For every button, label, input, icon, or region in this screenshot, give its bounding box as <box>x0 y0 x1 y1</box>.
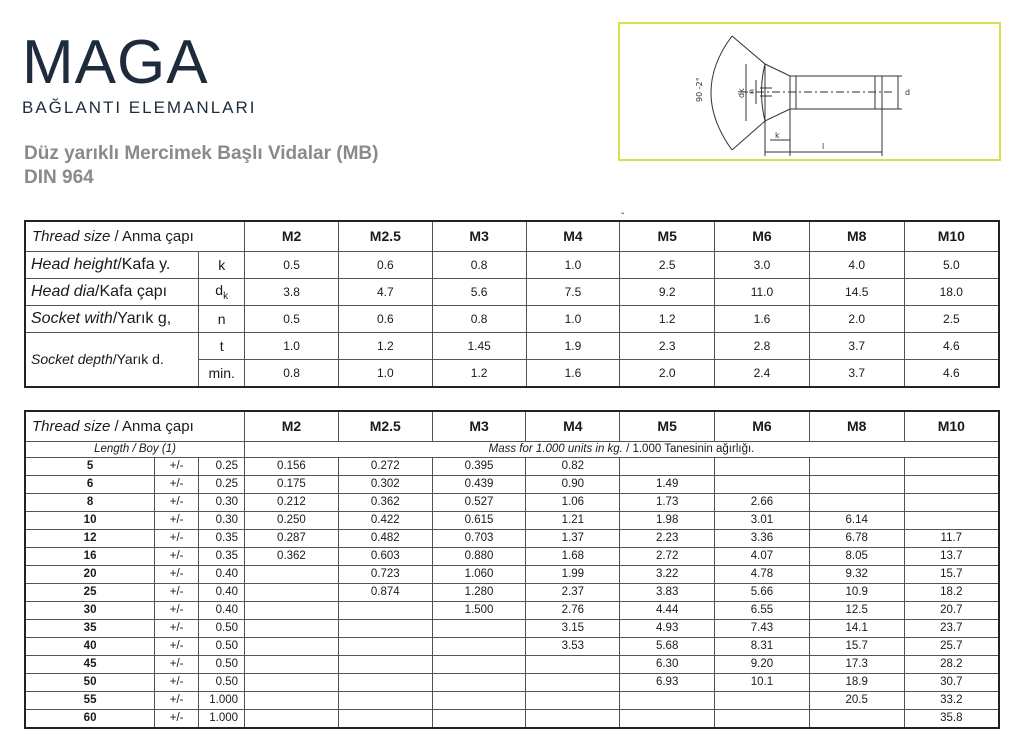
mass-value: 8.31 <box>715 637 810 655</box>
mass-value: 7.43 <box>715 619 810 637</box>
mass-row <box>25 511 999 529</box>
mass-value <box>526 673 620 691</box>
tolerance-sign: +/- <box>155 529 199 547</box>
mass-value: 6.55 <box>715 601 810 619</box>
mass-value: 1.49 <box>620 475 715 493</box>
mass-value: 10.1 <box>715 673 810 691</box>
mass-row <box>25 709 999 728</box>
length-value: 16 <box>25 547 155 565</box>
mass-value: 1.060 <box>432 565 526 583</box>
mark-glyph: ˇ <box>621 212 625 223</box>
length-header: Length / Boy (1) <box>25 441 245 457</box>
length-value: 6 <box>25 475 155 493</box>
dims-value: 1.45 <box>432 332 526 359</box>
mass-value: 3.15 <box>526 619 620 637</box>
screw-diagram <box>618 22 1001 161</box>
mass-size-m10: M10 <box>904 411 999 441</box>
mass-value: 1.500 <box>432 601 526 619</box>
mass-value: 4.07 <box>715 547 810 565</box>
mass-value: 0.422 <box>338 511 432 529</box>
mass-value <box>245 619 339 637</box>
mass-value: 23.7 <box>904 619 999 637</box>
dims-value: 18.0 <box>904 278 999 305</box>
mass-value: 1.37 <box>526 529 620 547</box>
mass-size-m5: M5 <box>620 411 715 441</box>
mass-value <box>809 709 904 728</box>
l-label: l <box>822 142 825 151</box>
dimensions-table <box>24 220 1000 388</box>
mass-value <box>432 619 526 637</box>
mass-value <box>432 655 526 673</box>
tolerance-sign: +/- <box>155 637 199 655</box>
tolerance-sign: +/- <box>155 547 199 565</box>
mass-value: 0.439 <box>432 475 526 493</box>
mass-value: 0.395 <box>432 457 526 475</box>
mass-value: 1.73 <box>620 493 715 511</box>
dims-value: 7.5 <box>526 278 620 305</box>
tolerance-value: 0.35 <box>199 529 245 547</box>
mass-caption: Mass for 1.000 units in kg. / 1.000 Tanesinin ağırlığı. <box>245 441 999 457</box>
mass-value <box>432 673 526 691</box>
dims-value: 3.7 <box>809 332 904 359</box>
dims-value: 1.2 <box>338 332 432 359</box>
mass-value: 0.82 <box>526 457 620 475</box>
mass-value <box>904 511 999 529</box>
length-value: 12 <box>25 529 155 547</box>
mass-value: 1.06 <box>526 493 620 511</box>
mass-row <box>25 637 999 655</box>
mass-value <box>245 691 339 709</box>
dims-value: 4.6 <box>904 332 999 359</box>
tolerance-value: 0.35 <box>199 547 245 565</box>
mass-size-m2: M2 <box>245 411 339 441</box>
dims-header-label: Thread size / Anma çapı <box>25 221 245 251</box>
mass-size-m8: M8 <box>809 411 904 441</box>
mass-value <box>338 655 432 673</box>
mass-value: 0.272 <box>338 457 432 475</box>
dims-value: 5.6 <box>432 278 526 305</box>
length-value: 45 <box>25 655 155 673</box>
mass-value <box>338 601 432 619</box>
mass-value: 0.703 <box>432 529 526 547</box>
dims-value: 2.0 <box>809 305 904 332</box>
mass-size-m3: M3 <box>432 411 526 441</box>
mass-value: 0.880 <box>432 547 526 565</box>
mass-value: 4.78 <box>715 565 810 583</box>
mass-value: 0.874 <box>338 583 432 601</box>
dims-symbol: t <box>199 332 245 359</box>
dims-value: 1.9 <box>526 332 620 359</box>
dims-value: 2.5 <box>904 305 999 332</box>
mass-size-m2-5: M2.5 <box>338 411 432 441</box>
mass-size-m4: M4 <box>526 411 620 441</box>
mass-value: 3.22 <box>620 565 715 583</box>
dims-symbol: n <box>199 305 245 332</box>
mass-value: 18.9 <box>809 673 904 691</box>
mass-value <box>715 475 810 493</box>
mass-value: 0.615 <box>432 511 526 529</box>
tolerance-value: 0.50 <box>199 637 245 655</box>
tolerance-value: 1.000 <box>199 709 245 728</box>
dims-value: 4.7 <box>338 278 432 305</box>
mass-value <box>432 691 526 709</box>
mass-size-m6: M6 <box>715 411 810 441</box>
dims-size-m6: M6 <box>715 221 810 251</box>
tolerance-sign: +/- <box>155 565 199 583</box>
mass-value: 0.603 <box>338 547 432 565</box>
tolerance-value: 0.25 <box>199 475 245 493</box>
dims-size-m2: M2 <box>245 221 339 251</box>
mass-value <box>620 709 715 728</box>
mass-value <box>338 619 432 637</box>
tolerance-value: 0.50 <box>199 619 245 637</box>
length-value: 20 <box>25 565 155 583</box>
mass-value: 0.362 <box>245 547 339 565</box>
mass-value: 6.30 <box>620 655 715 673</box>
mass-value <box>904 493 999 511</box>
mass-value: 6.78 <box>809 529 904 547</box>
dims-value: 0.5 <box>245 305 339 332</box>
tolerance-sign: +/- <box>155 691 199 709</box>
brand-name: MAGA <box>22 28 209 97</box>
dims-value: 0.5 <box>245 251 339 278</box>
mass-value: 1.98 <box>620 511 715 529</box>
mass-value: 2.76 <box>526 601 620 619</box>
mass-value <box>338 709 432 728</box>
dims-value: 1.0 <box>245 332 339 359</box>
mass-value: 28.2 <box>904 655 999 673</box>
mass-value: 3.53 <box>526 637 620 655</box>
mass-value: 11.7 <box>904 529 999 547</box>
mass-value: 18.2 <box>904 583 999 601</box>
dims-row <box>25 278 999 305</box>
mass-subheader-row <box>25 441 999 457</box>
dims-size-m3: M3 <box>432 221 526 251</box>
dims-value: 0.6 <box>338 305 432 332</box>
mass-value: 9.32 <box>809 565 904 583</box>
dims-symbol: k <box>199 251 245 278</box>
mass-value: 13.7 <box>904 547 999 565</box>
mass-row <box>25 691 999 709</box>
brand-subtitle: BAĞLANTI ELEMANLARI <box>22 98 257 117</box>
mass-header-row <box>25 411 999 441</box>
mass-value: 0.212 <box>245 493 339 511</box>
mass-value: 3.83 <box>620 583 715 601</box>
tolerance-value: 0.40 <box>199 583 245 601</box>
tolerance-sign: +/- <box>155 475 199 493</box>
mass-value: 6.14 <box>809 511 904 529</box>
tolerance-value: 0.40 <box>199 565 245 583</box>
mass-value <box>809 457 904 475</box>
mass-value <box>245 709 339 728</box>
length-value: 30 <box>25 601 155 619</box>
length-value: 8 <box>25 493 155 511</box>
mass-value: 0.175 <box>245 475 339 493</box>
mass-value: 1.68 <box>526 547 620 565</box>
mass-value <box>338 691 432 709</box>
n-label: n <box>747 88 756 94</box>
dims-value: 0.8 <box>432 251 526 278</box>
dims-size-m4: M4 <box>526 221 620 251</box>
mass-value: 0.156 <box>245 457 339 475</box>
mass-value <box>245 601 339 619</box>
title-line2: DIN 964 <box>24 167 94 188</box>
tolerance-value: 0.50 <box>199 673 245 691</box>
mass-value: 5.68 <box>620 637 715 655</box>
mass-value: 33.2 <box>904 691 999 709</box>
mass-value <box>715 457 810 475</box>
mass-table <box>24 410 1000 729</box>
length-value: 10 <box>25 511 155 529</box>
mass-row <box>25 475 999 493</box>
tolerance-sign: +/- <box>155 583 199 601</box>
length-value: 5 <box>25 457 155 475</box>
tolerance-value: 0.30 <box>199 493 245 511</box>
mass-value <box>338 673 432 691</box>
tolerance-value: 0.40 <box>199 601 245 619</box>
dims-value: 1.0 <box>338 359 432 387</box>
tolerance-sign: +/- <box>155 673 199 691</box>
mass-value: 0.723 <box>338 565 432 583</box>
mass-value <box>245 637 339 655</box>
mass-value: 5.66 <box>715 583 810 601</box>
dims-row <box>25 332 999 359</box>
mass-row <box>25 601 999 619</box>
tolerance-value: 0.50 <box>199 655 245 673</box>
mass-value: 1.99 <box>526 565 620 583</box>
mass-value: 17.3 <box>809 655 904 673</box>
mass-value <box>432 709 526 728</box>
mass-value: 9.20 <box>715 655 810 673</box>
dims-value: 1.0 <box>526 305 620 332</box>
mass-row <box>25 529 999 547</box>
dims-row <box>25 305 999 332</box>
mass-value: 20.5 <box>809 691 904 709</box>
mass-value <box>526 655 620 673</box>
mass-value <box>809 493 904 511</box>
dims-value: 2.4 <box>715 359 810 387</box>
mass-value: 8.05 <box>809 547 904 565</box>
mass-value: 0.90 <box>526 475 620 493</box>
mass-value: 4.93 <box>620 619 715 637</box>
mass-value: 15.7 <box>904 565 999 583</box>
mass-value: 2.23 <box>620 529 715 547</box>
dims-value: 1.2 <box>620 305 715 332</box>
angle-label: 90 -2° <box>695 77 704 102</box>
mass-row <box>25 547 999 565</box>
mass-value <box>432 637 526 655</box>
mass-value <box>245 673 339 691</box>
mass-value <box>245 655 339 673</box>
dims-value: 0.8 <box>432 305 526 332</box>
tolerance-sign: +/- <box>155 619 199 637</box>
tolerance-sign: +/- <box>155 493 199 511</box>
mass-row <box>25 565 999 583</box>
mass-value: 35.8 <box>904 709 999 728</box>
tolerance-sign: +/- <box>155 655 199 673</box>
mass-value: 6.93 <box>620 673 715 691</box>
mass-value: 3.01 <box>715 511 810 529</box>
tolerance-value: 1.000 <box>199 691 245 709</box>
mass-value: 20.7 <box>904 601 999 619</box>
screw-drawing <box>620 24 999 159</box>
mass-value <box>904 475 999 493</box>
mass-value: 0.362 <box>338 493 432 511</box>
mass-value: 14.1 <box>809 619 904 637</box>
dims-value: 2.5 <box>620 251 715 278</box>
mass-row <box>25 619 999 637</box>
mass-value: 0.302 <box>338 475 432 493</box>
length-value: 60 <box>25 709 155 728</box>
dims-size-m5: M5 <box>620 221 715 251</box>
length-value: 55 <box>25 691 155 709</box>
dims-value: 0.8 <box>245 359 339 387</box>
dims-value: 5.0 <box>904 251 999 278</box>
mass-value <box>715 691 810 709</box>
dims-row-label: Socket with/Yarık g, <box>25 305 199 332</box>
mass-value <box>526 709 620 728</box>
length-value: 25 <box>25 583 155 601</box>
mass-value <box>526 691 620 709</box>
mass-value: 2.72 <box>620 547 715 565</box>
d-label: d <box>905 88 911 97</box>
tolerance-value: 0.25 <box>199 457 245 475</box>
dims-row-label: Socket depth/Yarık d. <box>25 332 199 387</box>
mass-value: 0.250 <box>245 511 339 529</box>
mass-value: 3.36 <box>715 529 810 547</box>
mass-row <box>25 655 999 673</box>
dims-symbol: $d_k$ <box>199 278 245 305</box>
dims-value: 1.6 <box>715 305 810 332</box>
brand-logo <box>22 30 257 118</box>
dims-row-label: Head height/Kafa y. <box>25 251 199 278</box>
tolerance-value: 0.30 <box>199 511 245 529</box>
mass-value <box>245 565 339 583</box>
mass-value: 10.9 <box>809 583 904 601</box>
length-value: 40 <box>25 637 155 655</box>
length-value: 35 <box>25 619 155 637</box>
tolerance-sign: +/- <box>155 457 199 475</box>
dims-value: 1.6 <box>526 359 620 387</box>
dims-value: 9.2 <box>620 278 715 305</box>
mass-value <box>338 637 432 655</box>
mass-value: 1.280 <box>432 583 526 601</box>
length-value: 50 <box>25 673 155 691</box>
mass-value: 12.5 <box>809 601 904 619</box>
dims-size-m10: M10 <box>904 221 999 251</box>
page-title <box>24 142 378 190</box>
mass-row <box>25 673 999 691</box>
dims-symbol: min. <box>199 359 245 387</box>
mass-value: 25.7 <box>904 637 999 655</box>
mass-row <box>25 583 999 601</box>
dims-value: 2.8 <box>715 332 810 359</box>
mass-value: 0.482 <box>338 529 432 547</box>
mass-value: 2.66 <box>715 493 810 511</box>
mass-value <box>620 457 715 475</box>
dims-value: 3.0 <box>715 251 810 278</box>
tolerance-sign: +/- <box>155 601 199 619</box>
dims-value: 3.7 <box>809 359 904 387</box>
dims-value: 1.0 <box>526 251 620 278</box>
mass-row <box>25 457 999 475</box>
dims-value: 11.0 <box>715 278 810 305</box>
mass-value <box>620 691 715 709</box>
dims-row <box>25 251 999 278</box>
mass-value <box>904 457 999 475</box>
mass-value: 0.527 <box>432 493 526 511</box>
dims-row-label: Head dia/Kafa çapı <box>25 278 199 305</box>
mass-value <box>245 583 339 601</box>
dims-value: 4.6 <box>904 359 999 387</box>
title-line1: Düz yarıklı Mercimek Başlı Vidalar (MB) <box>24 143 379 164</box>
mass-value: 4.44 <box>620 601 715 619</box>
dims-value: 1.2 <box>432 359 526 387</box>
tolerance-sign: +/- <box>155 511 199 529</box>
mass-row <box>25 493 999 511</box>
dims-value: 0.6 <box>338 251 432 278</box>
dims-value: 14.5 <box>809 278 904 305</box>
dims-value: 2.0 <box>620 359 715 387</box>
k-label: k <box>775 131 780 140</box>
mass-value <box>715 709 810 728</box>
mass-value: 0.287 <box>245 529 339 547</box>
dims-size-m2-5: M2.5 <box>338 221 432 251</box>
tolerance-sign: +/- <box>155 709 199 728</box>
mass-value: 15.7 <box>809 637 904 655</box>
mass-header-label: Thread size / Anma çapı <box>25 411 245 441</box>
mass-value: 30.7 <box>904 673 999 691</box>
dims-size-m8: M8 <box>809 221 904 251</box>
mass-value: 1.21 <box>526 511 620 529</box>
dims-value: 2.3 <box>620 332 715 359</box>
mass-value <box>809 475 904 493</box>
dims-value: 4.0 <box>809 251 904 278</box>
dims-value: 3.8 <box>245 278 339 305</box>
dims-header-row <box>25 221 999 251</box>
dk-label: dk <box>737 88 746 98</box>
mass-value: 2.37 <box>526 583 620 601</box>
